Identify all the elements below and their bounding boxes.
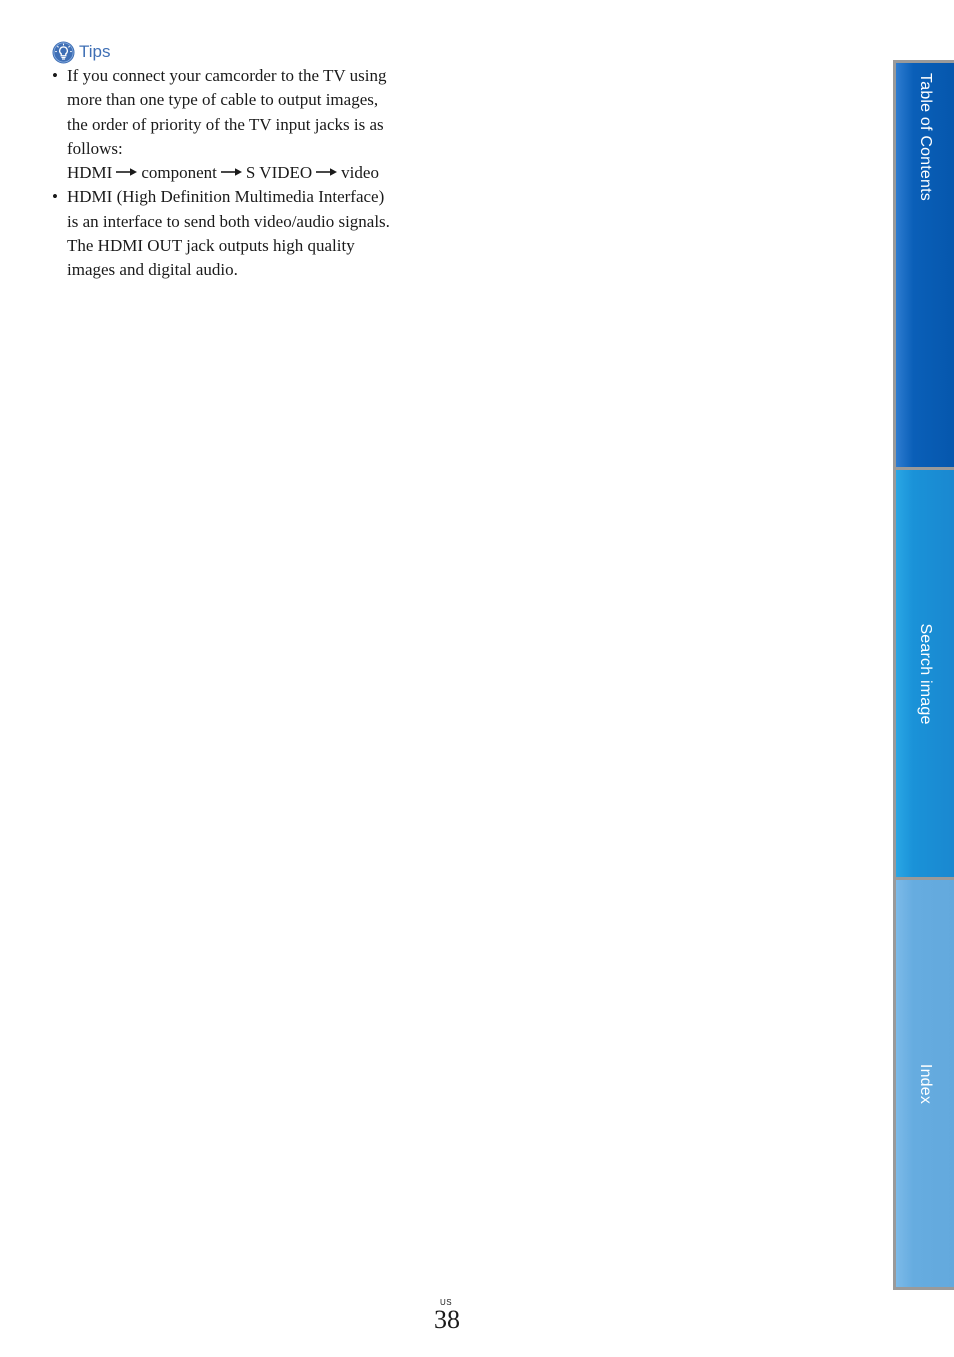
priority-hdmi: HDMI bbox=[67, 163, 113, 183]
lightbulb-icon bbox=[52, 41, 75, 64]
nav-tab-search-image[interactable] bbox=[893, 470, 954, 880]
priority-video: video bbox=[341, 163, 379, 183]
priority-component: component bbox=[141, 163, 217, 183]
nav-tab-label: Table of Contents bbox=[917, 73, 934, 201]
text-line: the order of priority of the TV input jacks is as bbox=[67, 114, 384, 134]
tips-header bbox=[52, 40, 111, 64]
tips-title: Tips bbox=[79, 42, 111, 61]
list-item bbox=[52, 64, 424, 185]
text-line: follows: bbox=[67, 138, 123, 158]
nav-tab-label: Index bbox=[917, 1063, 934, 1104]
bullet: • bbox=[52, 187, 58, 207]
nav-tab-index[interactable] bbox=[893, 880, 954, 1290]
list-item bbox=[52, 185, 424, 282]
text-line: images and digital audio. bbox=[67, 260, 238, 280]
arrow-right-icon bbox=[316, 167, 338, 177]
nav-tab-label: Search image bbox=[917, 622, 934, 725]
page-region-code: US bbox=[440, 1298, 453, 1307]
text-line: The HDMI OUT jack outputs high quality bbox=[67, 236, 355, 256]
priority-s-video: S VIDEO bbox=[245, 163, 313, 183]
arrow-right-icon bbox=[221, 167, 243, 177]
bullet: • bbox=[52, 66, 58, 85]
arrow-right-icon bbox=[116, 167, 138, 177]
text-line: If you connect your camcorder to the TV using bbox=[67, 66, 387, 85]
text-line: HDMI (High Definition Multimedia Interface) bbox=[67, 187, 385, 207]
text-line: more than one type of cable to output images, bbox=[67, 90, 379, 110]
priority-order bbox=[67, 161, 424, 185]
nav-tab-table-of-contents[interactable] bbox=[893, 60, 954, 470]
text-line: is an interface to send both video/audio signals. bbox=[67, 211, 390, 231]
page-number: 38 bbox=[434, 1305, 460, 1334]
tips-list bbox=[52, 64, 424, 283]
